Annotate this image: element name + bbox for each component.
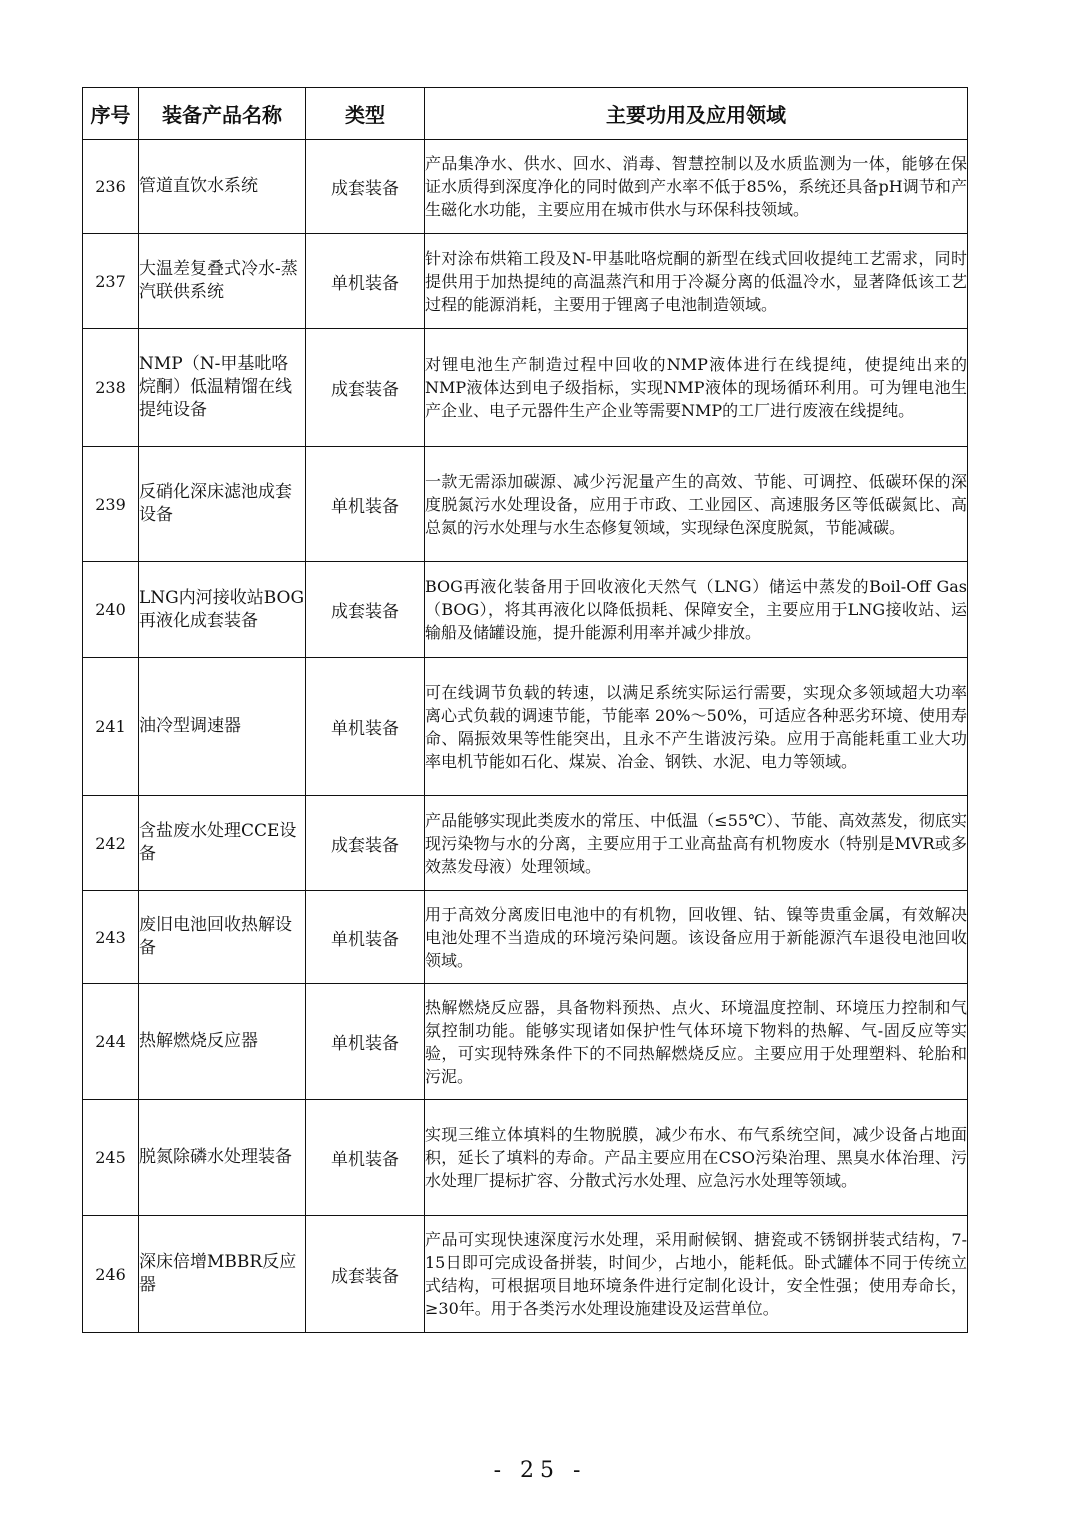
row-description: 一款无需添加碳源、减少污泥量产生的高效、节能、可调控、低碳环保的深度脱氮污水处理设备，应用于市政、工业园区、高速服务区等低碳氮比、高总氮的污水处理与水生态修复领域，实现绿色深度脱氮，节能减碳。: [425, 447, 968, 562]
row-type: 单机装备: [306, 1100, 425, 1216]
table-row: [83, 1100, 968, 1216]
row-name: 热解燃烧反应器: [139, 984, 306, 1100]
row-description: 热解燃烧反应器，具备物料预热、点火、环境温度控制、环境压力控制和气氛控制功能。能够实现诸如保护性气体环境下物料的热解、气-固反应等实验，可实现特殊条件下的不同热解燃烧反应。主要应用于处理塑料、轮胎和污泥。: [425, 984, 968, 1100]
table-row: [83, 984, 968, 1100]
table-row: [83, 1216, 968, 1333]
header-index: 序号: [83, 88, 139, 140]
row-description: 产品集净水、供水、回水、消毒、智慧控制以及水质监测为一体，能够在保证水质得到深度净化的同时做到产水率不低于85%，系统还具备pH调节和产生磁化水功能，主要应用在城市供水与环保科技领域。: [425, 140, 968, 234]
row-description: 产品能够实现此类废水的常压、中低温（≤55℃）、节能、高效蒸发，彻底实现污染物与水的分离，主要应用于工业高盐高有机物废水（特别是MVR或多效蒸发母液）处理领域。: [425, 796, 968, 891]
table-row: [83, 447, 968, 562]
row-index: 239: [83, 447, 139, 562]
table-header-row: [83, 88, 968, 140]
row-index: 237: [83, 234, 139, 329]
row-index: 241: [83, 658, 139, 796]
row-type: 成套装备: [306, 140, 425, 234]
row-name: 大温差复叠式冷水-蒸汽联供系统: [139, 234, 306, 329]
row-description: 对锂电池生产制造过程中回收的NMP液体进行在线提纯，使提纯出来的NMP液体达到电子级指标，实现NMP液体的现场循环利用。可为锂电池生产企业、电子元器件生产企业等需要NMP的工厂进行废液在线提纯。: [425, 329, 968, 447]
table-row: [83, 891, 968, 984]
row-name: 管道直饮水系统: [139, 140, 306, 234]
row-type: 单机装备: [306, 658, 425, 796]
table-row: [83, 329, 968, 447]
row-type: 成套装备: [306, 562, 425, 658]
row-description: 用于高效分离废旧电池中的有机物，回收锂、钴、镍等贵重金属，有效解决电池处理不当造成的环境污染问题。该设备应用于新能源汽车退役电池回收领域。: [425, 891, 968, 984]
table-row: [83, 796, 968, 891]
row-name: 废旧电池回收热解设备: [139, 891, 306, 984]
header-description: 主要功用及应用领域: [425, 88, 968, 140]
row-description: 产品可实现快速深度污水处理，采用耐候钢、搪瓷或不锈钢拼装式结构，7-15日即可完成设备拼装，时间少，占地小，能耗低。卧式罐体不同于传统立式结构，可根据项目地环境条件进行定制化设计，安全性强；使用寿命长，≥30年。用于各类污水处理设施建设及运营单位。: [425, 1216, 968, 1333]
row-description: 针对涂布烘箱工段及N-甲基吡咯烷酮的新型在线式回收提纯工艺需求，同时提供用于加热提纯的高温蒸汽和用于冷凝分离的低温冷水，显著降低该工艺过程的能源消耗，主要用于锂离子电池制造领域。: [425, 234, 968, 329]
table-row: [83, 658, 968, 796]
row-name: 脱氮除磷水处理装备: [139, 1100, 306, 1216]
header-type: 类型: [306, 88, 425, 140]
row-type: 单机装备: [306, 447, 425, 562]
row-type: 成套装备: [306, 1216, 425, 1333]
row-name: LNG内河接收站BOG再液化成套装备: [139, 562, 306, 658]
page-number: - 25 -: [493, 1458, 587, 1483]
table-row: [83, 562, 968, 658]
row-name: 深床倍增MBBR反应器: [139, 1216, 306, 1333]
row-type: 单机装备: [306, 891, 425, 984]
row-name: NMP（N-甲基吡咯烷酮）低温精馏在线提纯设备: [139, 329, 306, 447]
row-index: 243: [83, 891, 139, 984]
row-index: 245: [83, 1100, 139, 1216]
row-name: 油冷型调速器: [139, 658, 306, 796]
equipment-catalog-table: [82, 87, 968, 1333]
row-description: BOG再液化装备用于回收液化天然气（LNG）储运中蒸发的Boil-Off Gas（BOG），将其再液化以降低损耗、保障安全，主要应用于LNG接收站、运输船及储罐设施，提升能源利用率并减少排放。: [425, 562, 968, 658]
row-type: 单机装备: [306, 234, 425, 329]
row-type: 成套装备: [306, 329, 425, 447]
row-index: 244: [83, 984, 139, 1100]
row-index: 238: [83, 329, 139, 447]
header-name: 装备产品名称: [139, 88, 306, 140]
row-name: 反硝化深床滤池成套设备: [139, 447, 306, 562]
row-type: 单机装备: [306, 984, 425, 1100]
table-row: [83, 234, 968, 329]
row-description: 实现三维立体填料的生物脱膜，减少布水、布气系统空间，减少设备占地面积，延长了填料的寿命。产品主要应用在CSO污染治理、黑臭水体治理、污水处理厂提标扩容、分散式污水处理、应急污水处理等领域。: [425, 1100, 968, 1216]
row-type: 成套装备: [306, 796, 425, 891]
row-name: 含盐废水处理CCE设备: [139, 796, 306, 891]
row-index: 236: [83, 140, 139, 234]
row-index: 240: [83, 562, 139, 658]
row-index: 242: [83, 796, 139, 891]
row-description: 可在线调节负载的转速，以满足系统实际运行需要，实现众多领域超大功率离心式负载的调速节能，节能率 20%～50%，可适应各种恶劣环境、使用寿命、隔振效果等性能突出，且永不产生谐波污染。应用于高能耗重工业大功率电机节能如石化、煤炭、冶金、钢铁、水泥、电力等领域。: [425, 658, 968, 796]
row-index: 246: [83, 1216, 139, 1333]
table-row: [83, 140, 968, 234]
